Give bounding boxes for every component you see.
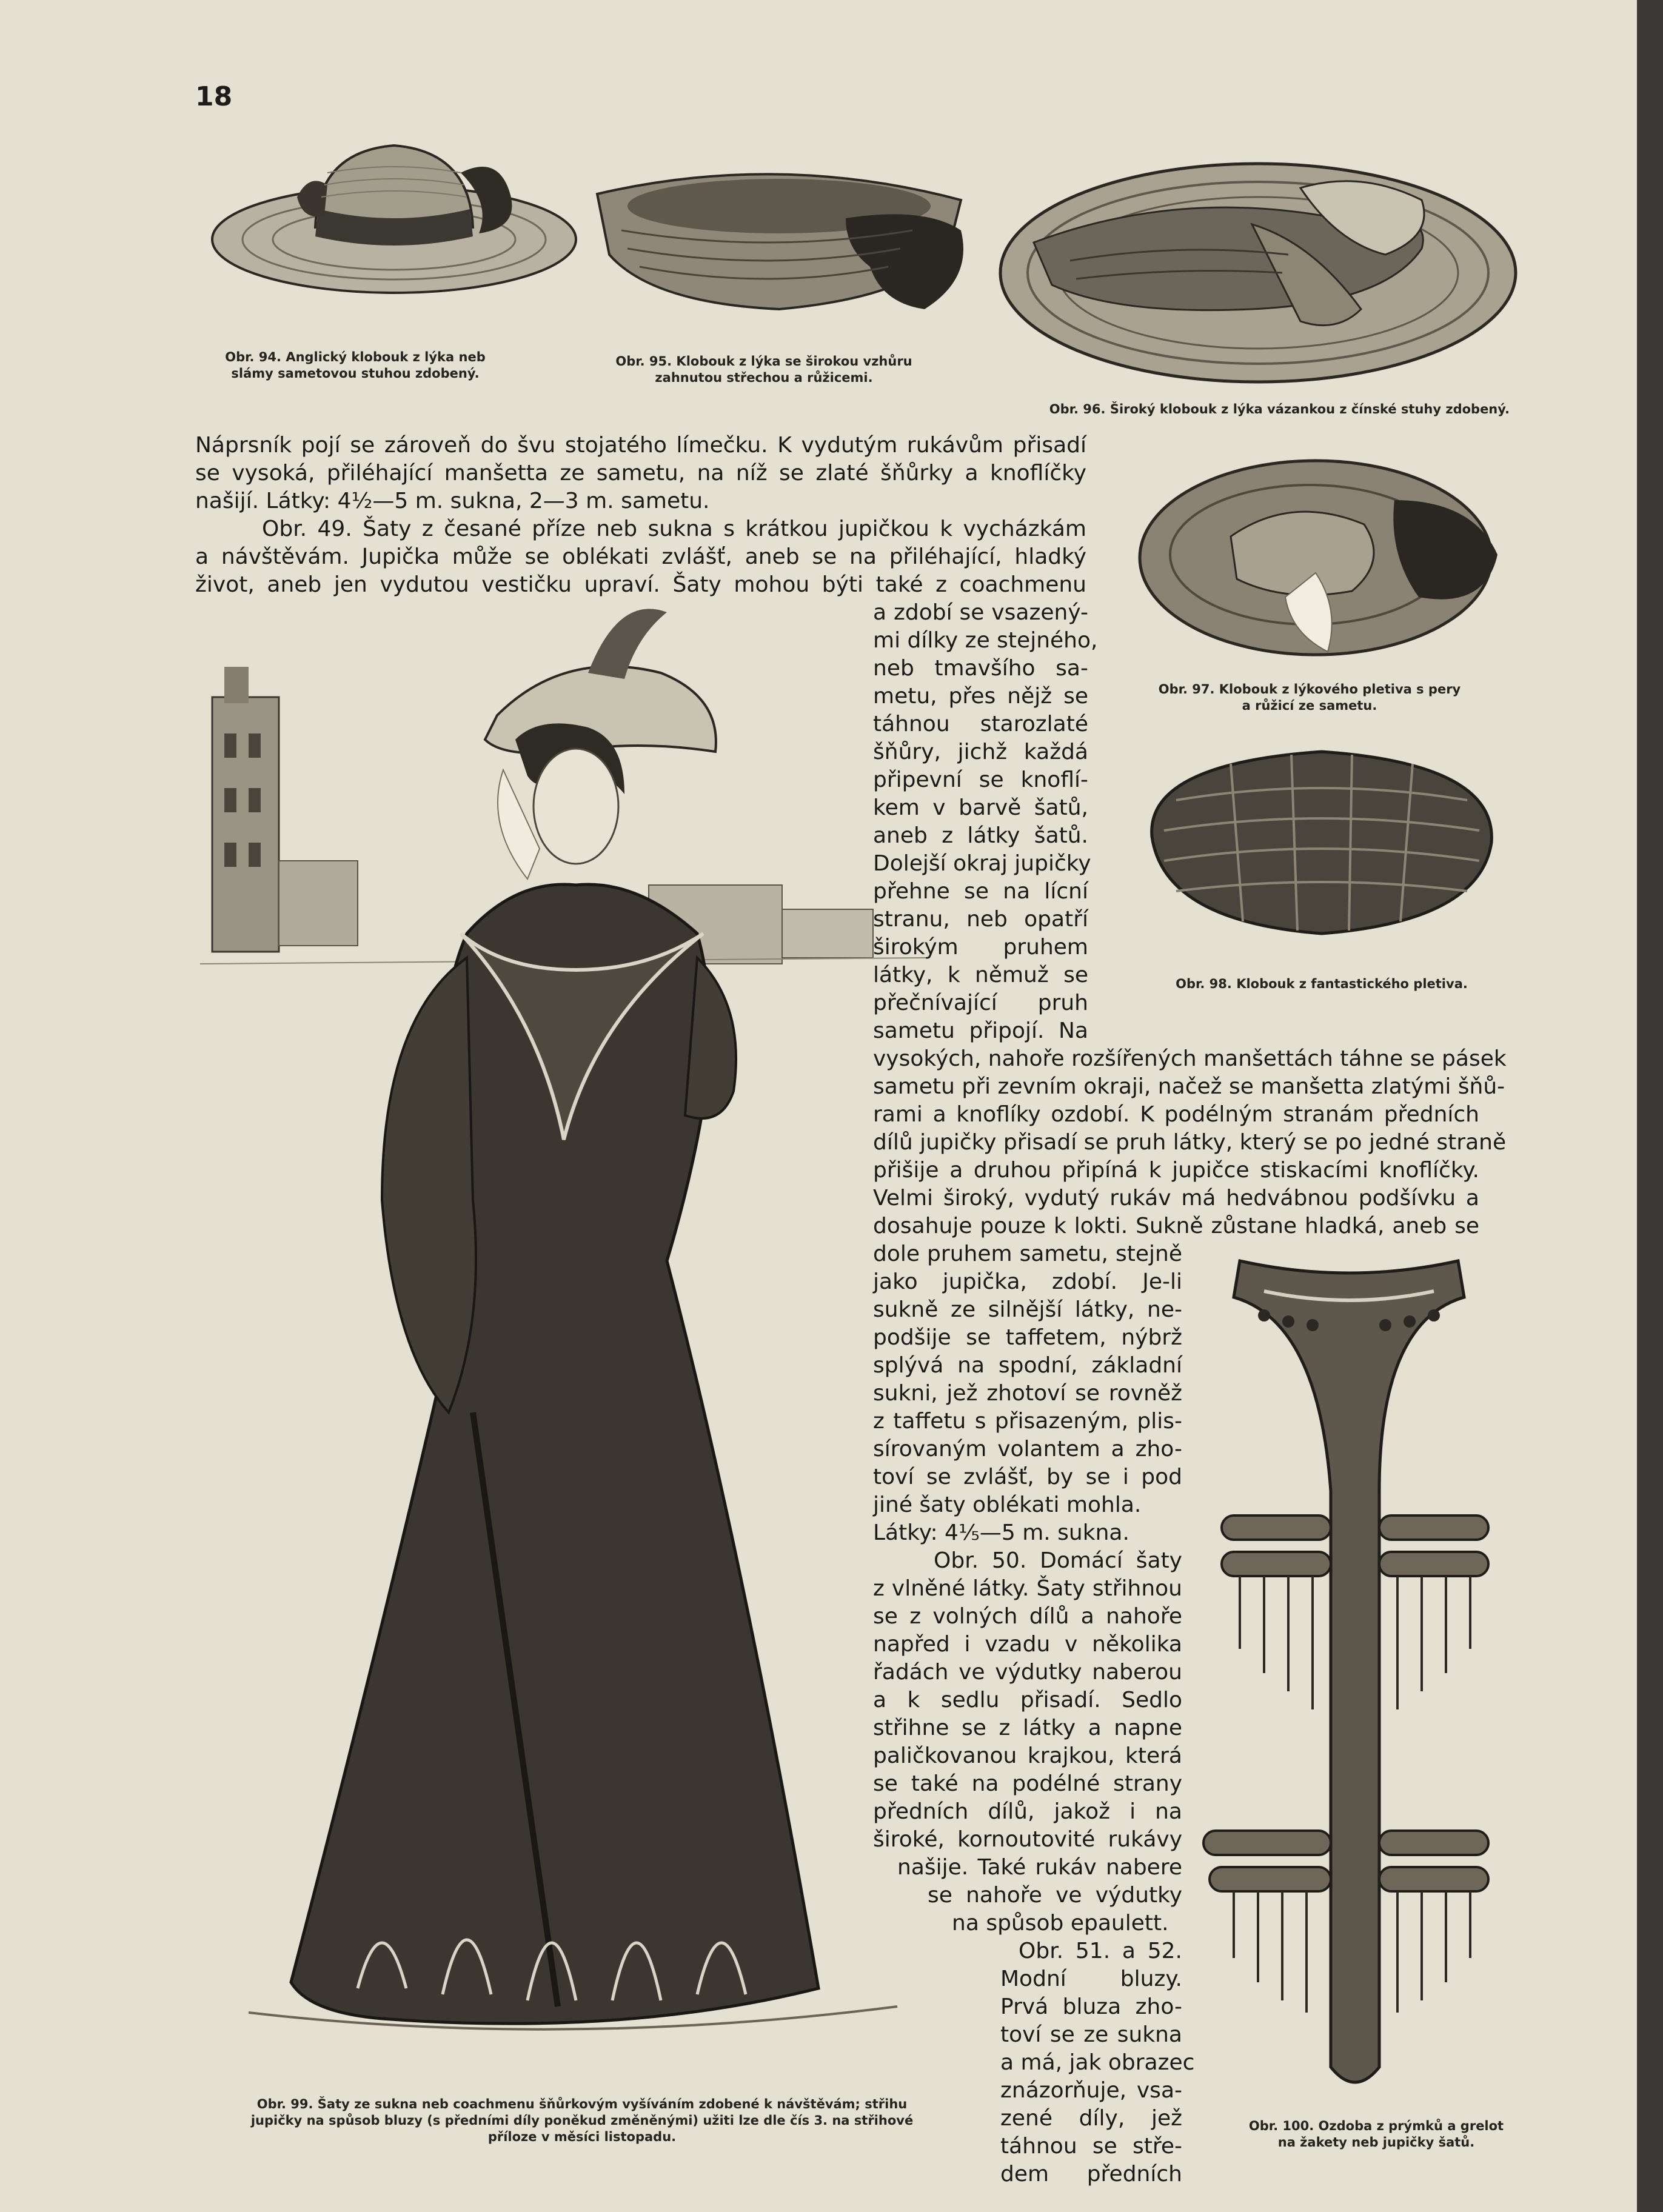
text-block-narrow: a zdobí se vsazený- mi dílky ze stejného, neb tmavšího sa- metu, přes nějž se táhnou starozlaté šňůry, jichž každá připevní se knoflí- kem v barvě šatů, aneb z látky šatů. Dolejší okraj jupičky přehne se na lícní stranu, neb opatří širokým pruhem látky, k němuž se přečnívající pruh sametu připojí. Na bbox=[873, 600, 1098, 1043]
figure-97-feather-hat bbox=[1134, 452, 1510, 676]
text-block-top: Náprsník pojí se zároveň do švu stojatého límečku. K vydutým rukávům přisadí se vysoká, přiléhající manšetta ze sametu, na níž se zlaté šňůrky a knoflíčky našijí. Látky: 4½—5 m. sukna, 2—3 m. sametu. Obr. 49. Šaty z česané příze neb sukna s krátkou jupičkou k vycházkám a návštěvám. Jupička může se oblékati zvlášť, aneb se na přiléhající, hladký život, aneb jen vydutou vestičku upraví. Šaty mohou býti také z coachmenu bbox=[195, 433, 1086, 597]
page-number: 18 bbox=[195, 81, 233, 112]
caption-obr-94: Obr. 94. Anglický klobouk z lýka neb slámy sametovou stuhou zdobený. bbox=[225, 350, 486, 381]
figure-96-chinese-ribbon-hat bbox=[997, 152, 1519, 388]
caption-obr-100: Obr. 100. Ozdoba z prýmků a grelot na žakety neb jupičky šatů. bbox=[1248, 2119, 1504, 2150]
caption-obr-97: Obr. 97. Klobouk z lýkového pletiva s pery a růžicí ze sametu. bbox=[1158, 682, 1461, 713]
caption-obr-99: Obr. 99. Šaty ze sukna neb coachmenu šňůrkovým vyšíváním zdobené k návštěvám; střihu jupičky na spůsob bluzy (s předními díly poněkud změněnými) užiti lze dle čís 3. na střihové příloze v měsíci listopadu. bbox=[250, 2097, 914, 2144]
figure-99-woman-in-dress bbox=[200, 594, 928, 2073]
figure-94-english-hat bbox=[206, 136, 582, 312]
figure-98-fantasy-weave-hat bbox=[1140, 740, 1504, 940]
caption-obr-98: Obr. 98. Klobouk z fantastického pletiva. bbox=[1176, 977, 1468, 991]
figure-95-wide-brim-hat bbox=[585, 158, 973, 321]
text-block-column: dole pruhem sametu, stejně jako jupička, zdobí. Je-li sukně ze silnější látky, ne- podšije se taffetem, nýbrž splývá na spodní, základní sukni, jež zhotoví se rovněž z taffetu s přisazeným, plis- sírovaným volantem a zho- toví se zvlášť, by se i pod jiné šaty oblékati mohla. Látky: 4⅕—5 m. sukna. Obr. 50. Domácí šaty z vlněné látky. Šaty střihnou se z volných dílů a nahoře napřed i vzadu v několika řadách ve výdutky naberou a k sedlu přisadí. Sedlo střihne se z látky a napne paličkovanou krajkou, která se také na podélné strany předních dílů, jakož i na široké, kornoutovité rukávy našije. Také rukáv nabere se nahoře ve výdutky na spůsob epaulett. Obr. 51. a 52. Modní bluzy. Prvá bluza zho- toví se ze sukna a má, jak obrazec znázorňuje, vsa- zené díly, jež táhnou se stře- dem předních bbox=[873, 1241, 1195, 2187]
text-block-wide: vysokých, nahoře rozšířených manšettách táhne se pásek sametu při zevním okraji, načež se manšetta zlatými šňů- rami a knoflíky ozdobí. K podélným stranám předních dílů jupičky přisadí se pruh látky, který se po jedné straně přišije a druhou připíná k jupičce stiskacími knoflíčky. Velmi široký, vydutý rukáv má hedvábnou podšívku a dosahuje pouze k lokti. Sukně zůstane hladká, aneb se bbox=[873, 1046, 1507, 1238]
scan-edge bbox=[1637, 0, 1663, 2212]
caption-obr-95: Obr. 95. Klobouk z lýka se širokou vzhůru zahnutou střechou a růžicemi. bbox=[615, 354, 912, 385]
caption-obr-96: Obr. 96. Široký klobouk z lýka vázankou z čínské stuhy zdobený. bbox=[1049, 402, 1510, 416]
figure-100-passementerie-ornament bbox=[1197, 1249, 1501, 2110]
